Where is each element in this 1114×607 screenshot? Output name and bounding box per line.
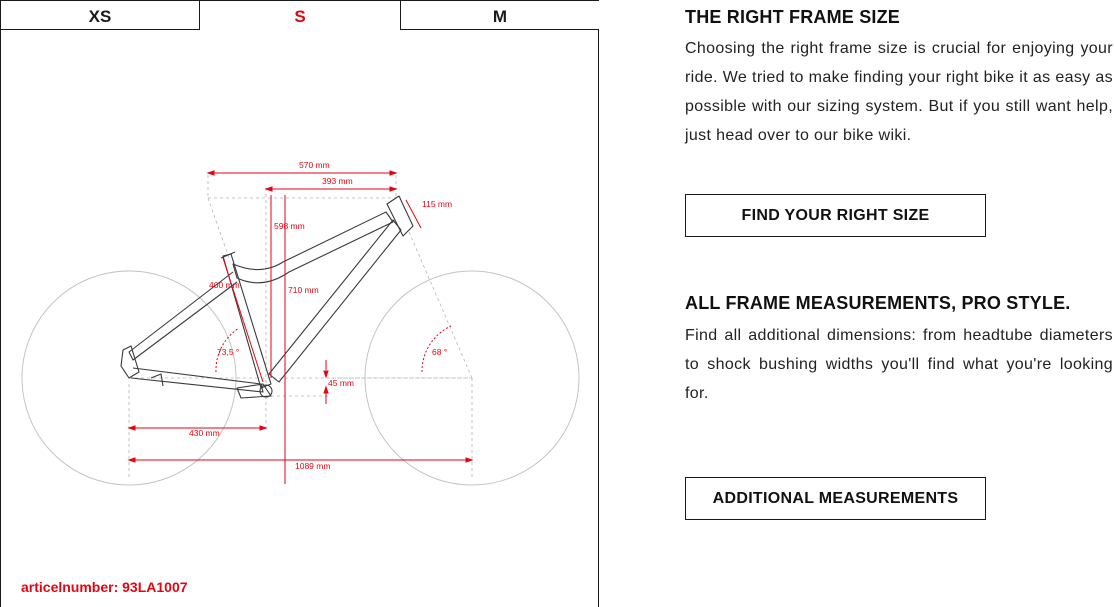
measurements-text: Find all additional dimensions: from headtube diameters to shock bushing widths you'll find what you're looking for. (685, 327, 1113, 402)
measurements-title: ALL FRAME MEASUREMENTS, PRO STYLE. (685, 293, 1071, 313)
info-panel (685, 0, 1114, 607)
dim-head-angle: 68 ° (432, 347, 448, 357)
dim-standover: 710 mm (288, 285, 319, 295)
size-tab-xs[interactable]: XS (1, 0, 200, 30)
dim-chainstay: 430 mm (189, 428, 220, 438)
dim-reach: 393 mm (322, 176, 353, 186)
find-your-right-size-button[interactable]: FIND YOUR RIGHT SIZE (685, 194, 986, 237)
dim-seat-angle: 73,5 ° (217, 347, 240, 357)
size-tab-m[interactable]: M (400, 0, 599, 30)
sizing-title: THE RIGHT FRAME SIZE (685, 7, 900, 27)
dim-seat-tube: 400 mm (209, 280, 240, 290)
additional-measurements-button[interactable]: ADDITIONAL MEASUREMENTS (685, 477, 986, 520)
article-number: articelnumber: 93LA1007 (21, 579, 188, 595)
bike-frame (121, 196, 413, 398)
dim-wheelbase: 1089 mm (295, 461, 331, 471)
bike-geometry-drawing (1, 0, 599, 607)
dim-bb-drop: 45 mm (328, 378, 354, 388)
dim-head-tube: 115 mm (422, 199, 453, 209)
dim-stack: 598 mm (274, 221, 305, 231)
dimension-lines (129, 171, 472, 484)
size-tab-s[interactable]: S (200, 0, 400, 30)
sizing-text: Choosing the right frame size is crucial for enjoying your ride. We tried to make finding your right bike it as easy as possible with our sizing system. But if you still want help, just head over to our bike wiki. (685, 40, 1113, 144)
dim-top-tube: 570 mm (299, 160, 330, 170)
